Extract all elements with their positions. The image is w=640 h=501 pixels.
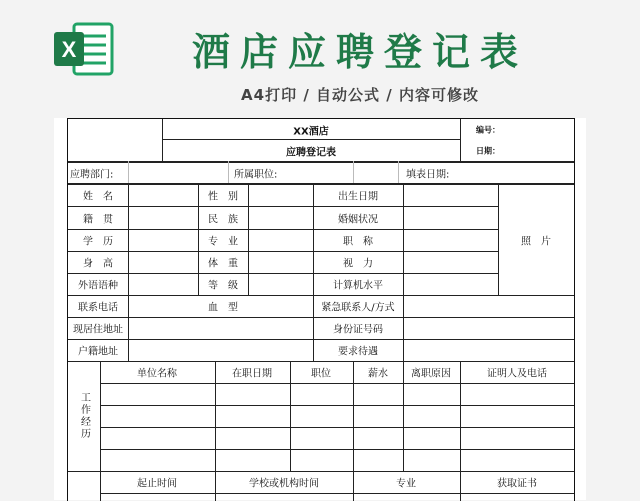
edu-header-certificate: 获取证书 (497, 478, 537, 490)
photo-label: 照 片 (521, 236, 551, 248)
hotel-name: XX酒店 (293, 126, 329, 138)
date-label: 日期： (476, 146, 500, 156)
label-id-number: 身份证号码 (333, 324, 383, 336)
excel-icon (52, 20, 116, 78)
work-section-label: 工作经历 (78, 392, 90, 440)
position-label: 所属职位: (234, 169, 278, 181)
fill-date-label: 填表日期: (406, 169, 450, 181)
edu-header-period: 起止时间 (137, 478, 177, 490)
edu-header-school: 学校或机构时间 (249, 478, 319, 490)
svg-text:X: X (61, 37, 77, 62)
edu-header-major: 专业 (396, 478, 416, 490)
label-ethnicity: 民 族 (208, 214, 238, 226)
page-title: 酒店应聘登记表 (191, 30, 528, 74)
work-header-position: 职位 (311, 368, 331, 380)
label-blood-type: 血 型 (208, 302, 238, 314)
label-gender: 性 别 (208, 191, 238, 203)
label-current-address: 现居住地址 (73, 324, 123, 336)
application-form (67, 118, 575, 501)
label-weight: 体 重 (208, 258, 238, 270)
label-height: 身 高 (83, 258, 113, 270)
dept-label: 应聘部门: (70, 169, 114, 181)
work-header-reason: 离职原因 (411, 368, 451, 380)
form-title: 应聘登记表 (286, 147, 336, 159)
number-label: 编号： (476, 125, 500, 135)
work-header-salary: 薪水 (368, 368, 388, 380)
label-native-place: 籍 贯 (83, 214, 113, 226)
label-major: 专 业 (208, 236, 238, 248)
work-header-company: 单位名称 (137, 368, 177, 380)
label-title: 职 称 (343, 236, 373, 248)
label-marital: 婚姻状况 (338, 214, 378, 226)
label-vision: 视 力 (343, 258, 373, 270)
label-emergency: 紧急联系人/方式 (321, 302, 395, 314)
label-level: 等 级 (208, 280, 238, 292)
label-education: 学 历 (83, 236, 113, 248)
work-header-reference: 证明人及电话 (487, 368, 547, 380)
label-computer: 计算机水平 (333, 280, 383, 292)
label-registered-address: 户籍地址 (78, 346, 118, 358)
label-name: 姓 名 (83, 191, 113, 203)
label-language: 外语语种 (78, 280, 118, 292)
header-banner (0, 0, 640, 118)
work-header-dates: 在职日期 (232, 368, 272, 380)
page-subtitle: A4打印 / 自动公式 / 内容可修改 (241, 86, 479, 104)
label-expected-pay: 要求待遇 (338, 346, 378, 358)
label-phone: 联系电话 (78, 302, 118, 314)
label-birthdate: 出生日期 (338, 191, 378, 203)
